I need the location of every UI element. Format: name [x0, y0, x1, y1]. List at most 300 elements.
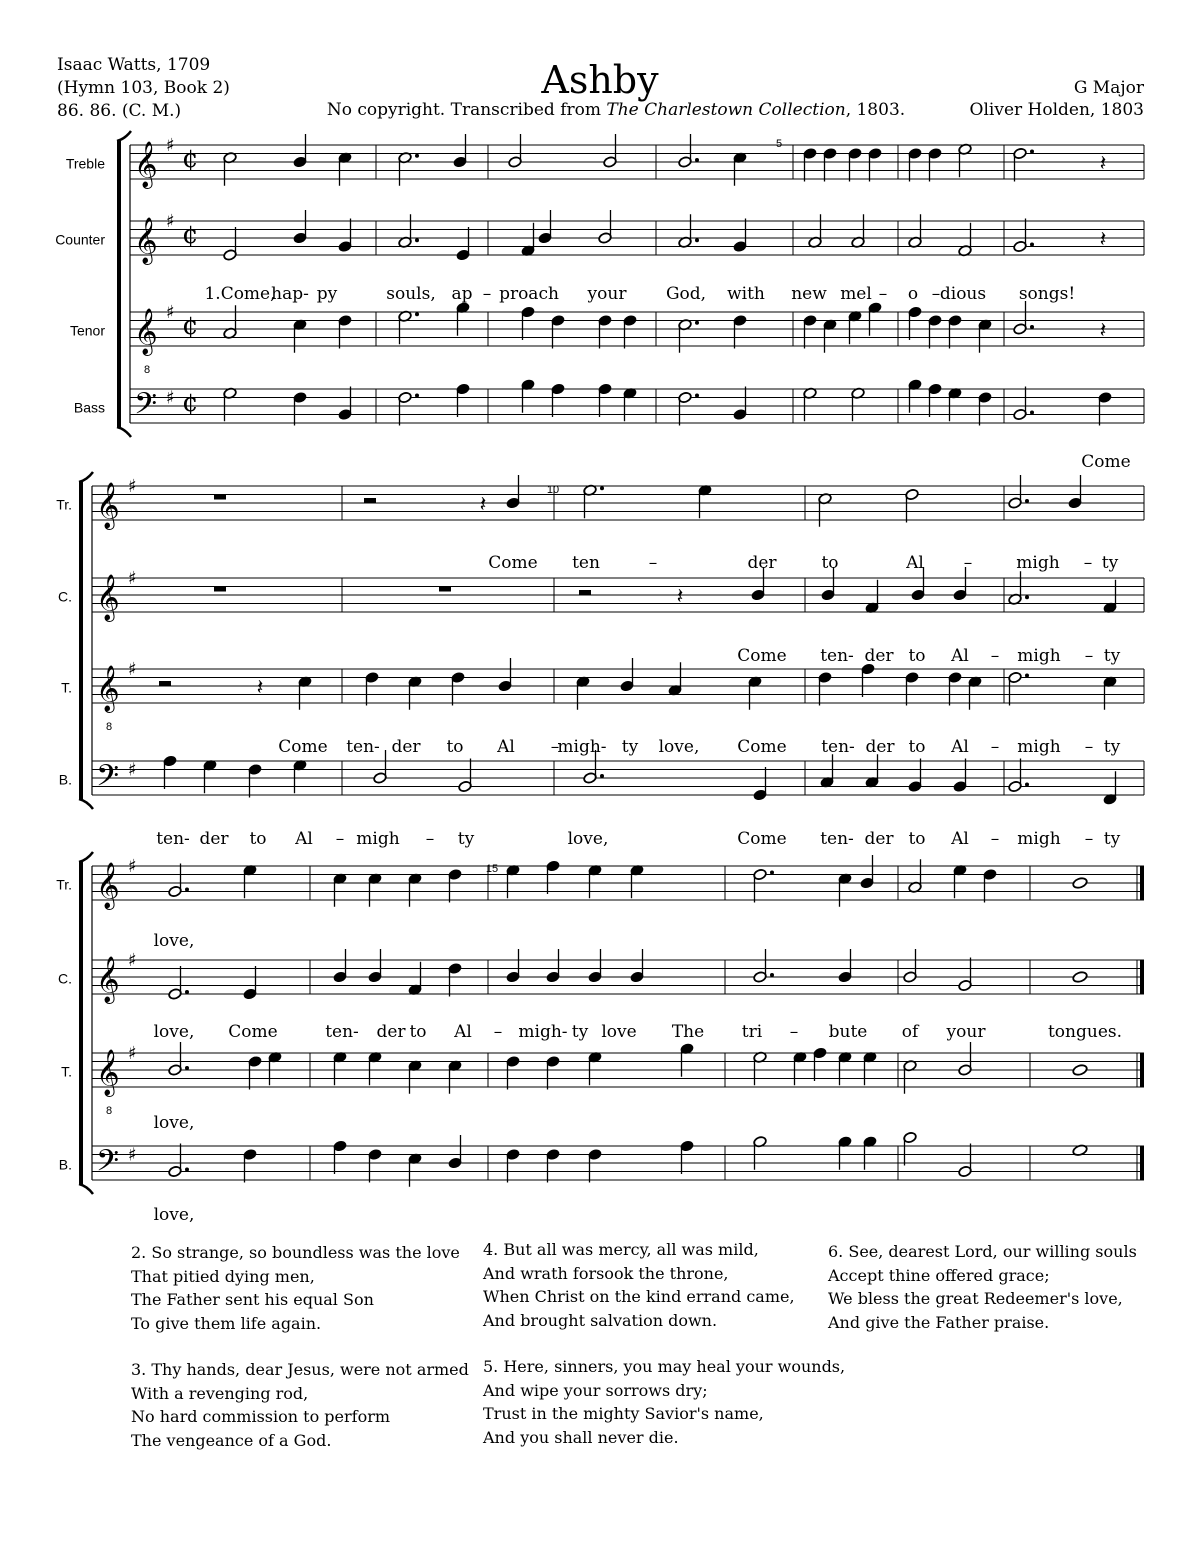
- q-note: [456, 383, 470, 417]
- lyric-syllable: ten: [572, 553, 600, 573]
- verse-line: To give them life again.: [131, 1313, 322, 1333]
- sharp-key-icon: ♯: [128, 950, 137, 971]
- lyric-syllable: ten-: [325, 1022, 359, 1042]
- q-note: [868, 302, 882, 336]
- dotted-half-note: [753, 949, 774, 983]
- sharp-key-icon: ♯: [128, 568, 137, 589]
- dotted-half-note: [398, 152, 419, 186]
- q-note: [453, 134, 467, 168]
- lyric-syllable: mel: [840, 284, 872, 304]
- q-note: [546, 1148, 560, 1182]
- q-note: [338, 314, 352, 348]
- q-note: [448, 1060, 462, 1094]
- lyric-syllable: migh-: [557, 737, 607, 757]
- note-dot: [695, 158, 699, 162]
- q-note: [733, 219, 747, 253]
- q-note: [546, 860, 560, 894]
- copyright-book: The Charlestown Collection: [606, 100, 846, 120]
- staff-name: Bass: [73, 399, 105, 416]
- q-note: [948, 314, 962, 348]
- sharp-key-icon: ♯: [128, 659, 137, 680]
- q-note: [546, 949, 560, 983]
- note-dot: [1030, 411, 1034, 415]
- q-note: [748, 676, 762, 710]
- q-note: [333, 873, 347, 907]
- q-note: [365, 671, 379, 705]
- verse-line: And you shall never die.: [483, 1427, 679, 1447]
- half-note: [958, 1144, 972, 1178]
- staff-name: T.: [61, 1063, 72, 1080]
- dotted-half-note: [168, 966, 189, 1000]
- q-note: [268, 1051, 282, 1085]
- lyric-syllable: songs!: [1018, 284, 1076, 304]
- half-note: [598, 210, 612, 244]
- q-note: [948, 671, 962, 705]
- staff-name: Tenor: [69, 322, 105, 339]
- q-note: [588, 864, 602, 898]
- lyric-syllable: –: [963, 553, 973, 573]
- lyric-syllable: ty: [571, 1022, 589, 1042]
- treble-clef-icon: 𝄞: [96, 482, 120, 529]
- system-bracket: [79, 482, 83, 799]
- q-note: [498, 658, 512, 692]
- bass-clef-icon: 𝄢: [96, 759, 120, 801]
- note-dot: [1025, 595, 1029, 599]
- q-note: [928, 383, 942, 417]
- q-note: [753, 767, 767, 801]
- q-note: [860, 855, 874, 889]
- lyric-syllable: love,: [567, 829, 609, 849]
- half-note: [753, 1051, 767, 1085]
- note-dot: [185, 990, 189, 994]
- half-note: [958, 1042, 972, 1076]
- q-note: [338, 387, 352, 421]
- q-note: [408, 676, 422, 710]
- half-note: [908, 859, 922, 893]
- q-note: [680, 1043, 694, 1077]
- lyric-syllable: to: [446, 737, 464, 757]
- note-dot: [185, 888, 189, 892]
- lyric-syllable: ty: [621, 737, 639, 757]
- q-note: [848, 310, 862, 344]
- octave-marker: 8: [106, 1105, 113, 1118]
- q-note: [630, 864, 644, 898]
- q-note: [820, 754, 834, 788]
- q-note: [1103, 771, 1117, 805]
- q-note: [698, 484, 712, 518]
- half-note: [753, 1136, 767, 1170]
- q-note: [803, 147, 817, 181]
- lyric-syllable: ten-: [156, 829, 190, 849]
- lyric-syllable: Come: [488, 553, 538, 573]
- note-dot: [1030, 325, 1034, 329]
- lyric-syllable: your: [587, 284, 627, 304]
- q-note: [953, 864, 967, 898]
- half-note: [818, 493, 832, 527]
- treble-clef-icon: 𝄞: [96, 862, 120, 909]
- bracket-bottom-hook: [79, 1184, 93, 1194]
- lyric-syllable: –: [1084, 737, 1094, 757]
- q-note: [818, 671, 832, 705]
- half-note: [903, 949, 917, 983]
- verse-line: That pitied dying men,: [131, 1266, 315, 1286]
- quarter-rest: 𝄽: [676, 584, 684, 610]
- note-dot: [415, 154, 419, 158]
- half-rest: [159, 681, 171, 686]
- verse-line: 2. So strange, so boundless was the love: [131, 1243, 460, 1262]
- half-note: [905, 488, 919, 522]
- lyric-syllable: love,: [153, 1022, 195, 1042]
- lyric-syllable: der: [864, 829, 894, 849]
- lyric-syllable: God,: [665, 284, 707, 304]
- note-dot: [1030, 243, 1034, 247]
- q-note: [908, 379, 922, 413]
- quarter-rest: 𝄽: [1099, 227, 1107, 253]
- note-dot: [1025, 674, 1029, 678]
- lyric-syllable: Come: [1081, 452, 1131, 472]
- lyric-syllable: souls,: [386, 284, 436, 304]
- lyric-syllable: tongues.: [1047, 1022, 1123, 1042]
- q-note: [865, 580, 879, 614]
- sharp-key-icon: ♯: [128, 1144, 137, 1166]
- lyric-syllable: to: [908, 737, 926, 757]
- lyric-syllable: –: [990, 646, 1000, 666]
- staff-name: Counter: [55, 231, 105, 248]
- note-head: [1072, 877, 1088, 890]
- measure-number: 10: [546, 484, 560, 496]
- q-note: [1098, 391, 1112, 425]
- q-note: [813, 1047, 827, 1081]
- lyric-syllable: –: [1084, 646, 1094, 666]
- q-note: [803, 314, 817, 348]
- q-note: [408, 873, 422, 907]
- half-rest: [364, 498, 376, 503]
- q-note: [448, 868, 462, 902]
- half-note: [803, 387, 817, 421]
- lyric-syllable: –: [789, 1022, 799, 1042]
- quarter-rest: 𝄽: [1099, 318, 1107, 344]
- lyric-syllable: Come: [737, 646, 787, 666]
- dotted-half-note: [1013, 387, 1034, 421]
- verse-line: And give the Father praise.: [828, 1312, 1050, 1332]
- lyric-syllable: –: [335, 829, 345, 849]
- half-note: [903, 1131, 917, 1165]
- q-note: [598, 314, 612, 348]
- q-note: [861, 663, 875, 697]
- staff: [58, 568, 1144, 622]
- q-note: [293, 134, 307, 168]
- q-note: [978, 319, 992, 353]
- note-dot: [1025, 499, 1029, 503]
- bracket-top-hook: [79, 472, 93, 482]
- dotted-half-note: [1008, 571, 1029, 605]
- lyric-syllable: py: [316, 284, 338, 304]
- note-dot: [695, 238, 699, 242]
- treble-clef-icon: 𝄞: [134, 217, 158, 264]
- q-note: [243, 864, 257, 898]
- q-note: [163, 755, 177, 789]
- sharp-key-icon: ♯: [166, 135, 175, 156]
- verse-line: Trust in the mighty Savior's name,: [483, 1404, 764, 1423]
- q-note: [823, 147, 837, 181]
- verse-line: No hard commission to perform: [131, 1407, 391, 1426]
- verse-3: [131, 1358, 469, 1452]
- half-note: [808, 214, 822, 248]
- lyric-syllable: ty: [1103, 646, 1121, 666]
- q-note: [620, 658, 634, 692]
- half-note: [458, 759, 472, 793]
- q-note: [333, 1140, 347, 1174]
- dotted-half-note: [168, 1042, 189, 1076]
- sharp-key-icon: ♯: [128, 856, 137, 877]
- verse-line: And wrath forsook the throne,: [483, 1263, 729, 1283]
- q-note: [551, 383, 565, 417]
- lyrics-s2-bass: [156, 829, 1120, 849]
- lyric-syllable: migh: [1017, 829, 1061, 849]
- verse-line: 6. See, dearest Lord, our willing souls: [828, 1242, 1137, 1261]
- q-note: [623, 314, 637, 348]
- q-note: [623, 387, 637, 421]
- q-note: [506, 1148, 520, 1182]
- verse-line: 5. Here, sinners, you may heal your wounds,: [483, 1357, 846, 1376]
- copyright-prefix: No copyright. Transcribed from: [326, 100, 607, 120]
- staff-name: T.: [61, 679, 72, 696]
- staff: [59, 760, 1144, 801]
- q-note: [338, 219, 352, 253]
- note-dot: [695, 321, 699, 325]
- staff-name: Treble: [65, 155, 105, 172]
- sharp-key-icon: ♯: [128, 1043, 137, 1064]
- dotted-half-note: [678, 319, 699, 353]
- q-note: [733, 314, 747, 348]
- lyric-syllable: Al: [951, 646, 969, 666]
- q-note: [293, 391, 307, 425]
- verse-column-1: [131, 1241, 469, 1475]
- q-note: [333, 949, 347, 983]
- lyric-syllable: Come: [278, 737, 328, 757]
- lyric-syllable: –: [990, 829, 1000, 849]
- note-head: [1072, 1064, 1088, 1077]
- lyric-syllable: ty: [1101, 553, 1119, 573]
- source-line: (Hymn 103, Book 2): [57, 78, 230, 98]
- q-note: [368, 949, 382, 983]
- q-note: [551, 314, 565, 348]
- q-note: [506, 864, 520, 898]
- staff: [56, 856, 1144, 910]
- lyric-syllable: –: [482, 284, 492, 304]
- lyric-syllable: hap-: [271, 284, 309, 304]
- q-note: [408, 962, 422, 996]
- dotted-half-note: [1013, 147, 1034, 181]
- lyric-syllable: der: [199, 829, 229, 849]
- whole-note: [1072, 877, 1088, 890]
- verse-2: [131, 1241, 469, 1335]
- final-barline-thick: [1140, 866, 1144, 900]
- half-note: [851, 214, 865, 248]
- half-note: [903, 1060, 917, 1094]
- lyric-syllable: dious: [939, 284, 987, 304]
- half-note: [223, 227, 237, 261]
- note-dot: [415, 238, 419, 242]
- verse-line: With a revenging rod,: [131, 1383, 309, 1403]
- q-note: [838, 1051, 852, 1085]
- q-note: [838, 949, 852, 983]
- q-note: [298, 676, 312, 710]
- quarter-rest: 𝄽: [479, 492, 487, 518]
- half-note: [958, 143, 972, 177]
- q-note: [908, 306, 922, 340]
- half-note: [908, 214, 922, 248]
- q-note: [448, 1135, 462, 1169]
- lyrics-s3-treble: [154, 931, 195, 951]
- q-note: [838, 1136, 852, 1170]
- half-note: [958, 223, 972, 257]
- lyric-syllable: Come: [737, 737, 787, 757]
- q-note: [506, 949, 520, 983]
- q-note: [333, 1051, 347, 1085]
- dotted-half-note: [168, 864, 189, 898]
- bass-clef-icon: 𝄢: [134, 387, 158, 429]
- q-note: [668, 662, 682, 696]
- half-note: [508, 134, 522, 168]
- q-note: [451, 671, 465, 705]
- lyric-syllable: der: [864, 646, 894, 666]
- q-note: [506, 1055, 520, 1089]
- lyric-syllable: ty: [1103, 829, 1121, 849]
- verse-line: 3. Thy hands, dear Jesus, were not armed: [131, 1360, 469, 1379]
- lyric-syllable: ty: [1103, 737, 1121, 757]
- dotted-half-note: [678, 134, 699, 168]
- lyric-syllable: Come: [737, 829, 787, 849]
- lyric-syllable: ten-: [820, 646, 854, 666]
- q-note: [680, 1140, 694, 1174]
- dotted-half-note: [583, 484, 604, 518]
- half-rest: [579, 590, 591, 595]
- note-dot: [770, 973, 774, 977]
- note-dot: [600, 486, 604, 490]
- lyric-syllable: to: [249, 829, 267, 849]
- note-dot: [770, 871, 774, 875]
- verse-line: When Christ on the kind errand came,: [483, 1287, 795, 1306]
- q-note: [908, 759, 922, 793]
- q-note: [630, 949, 644, 983]
- lyrics-s3-tenor: [154, 1113, 195, 1133]
- dotted-half-note: [753, 868, 774, 902]
- note-dot: [185, 1066, 189, 1070]
- key-signature-label: G Major: [1073, 78, 1144, 98]
- half-note: [958, 958, 972, 992]
- lyric-syllable: with: [727, 284, 765, 304]
- lyrics-s1-bass: [1081, 452, 1130, 472]
- q-note: [978, 391, 992, 425]
- q-note: [338, 152, 352, 186]
- q-note: [733, 152, 747, 186]
- lyric-syllable: der: [376, 1022, 406, 1042]
- staff: [70, 302, 1144, 376]
- note-dot: [1025, 783, 1029, 787]
- whole-rest: [439, 587, 451, 592]
- lyric-syllable: der: [865, 737, 895, 757]
- verse-6: [828, 1240, 1137, 1334]
- lyric-syllable: migh: [1017, 646, 1061, 666]
- q-note: [368, 1051, 382, 1085]
- copyright-suffix: , 1803.: [845, 100, 906, 120]
- lyric-syllable: –: [425, 829, 435, 849]
- lyric-syllable: love,: [153, 1205, 195, 1225]
- q-note: [588, 1148, 602, 1182]
- final-barline-thick: [1140, 960, 1144, 994]
- staff-name: C.: [58, 970, 72, 987]
- verse-column-2: [483, 1238, 845, 1472]
- q-note: [588, 1051, 602, 1085]
- note-dot: [415, 394, 419, 398]
- treble-clef-icon: 𝄞: [96, 1049, 120, 1096]
- lyric-syllable: ty: [457, 829, 475, 849]
- q-note: [793, 1051, 807, 1085]
- dotted-half-note: [678, 214, 699, 248]
- q-note: [408, 1153, 422, 1187]
- q-note: [905, 671, 919, 705]
- lyric-syllable: ap: [451, 284, 473, 304]
- note-dot: [1030, 150, 1034, 154]
- q-note: [448, 962, 462, 996]
- q-note: [908, 147, 922, 181]
- lyric-syllable: of: [901, 1022, 919, 1042]
- dotted-half-note: [1008, 759, 1029, 793]
- octave-marker: 8: [106, 721, 113, 734]
- staff-name: B.: [58, 1156, 72, 1173]
- q-note: [293, 319, 307, 353]
- q-note: [408, 1060, 422, 1094]
- q-note: [868, 147, 882, 181]
- lyric-syllable: to: [409, 1022, 427, 1042]
- verse-line: The vengeance of a God.: [131, 1430, 332, 1450]
- q-note: [983, 868, 997, 902]
- lyric-syllable: –: [493, 1022, 503, 1042]
- q-note: [521, 306, 535, 340]
- q-note: [838, 873, 852, 907]
- half-note: [851, 387, 865, 421]
- lyric-syllable: your: [946, 1022, 986, 1042]
- lyric-syllable: ten-: [820, 829, 854, 849]
- q-note: [293, 759, 307, 793]
- bracket-bottom-hook: [117, 427, 131, 437]
- cut-time-icon: ¢: [182, 220, 199, 251]
- verse-4: [483, 1238, 845, 1332]
- final-barline-thick: [1140, 1053, 1144, 1087]
- staff-name: Tr.: [56, 876, 72, 893]
- system-bracket: [117, 141, 121, 427]
- sharp-key-icon: ♯: [128, 476, 137, 497]
- lyric-syllable: Al: [906, 553, 924, 573]
- lyrics-s2-treble: [488, 553, 1118, 573]
- q-note: [1103, 580, 1117, 614]
- whole-note: [1072, 971, 1088, 984]
- cut-time-icon: ¢: [182, 144, 199, 175]
- half-note: [223, 152, 237, 186]
- lyric-syllable: –: [550, 737, 560, 757]
- q-note: [1068, 475, 1082, 509]
- lyric-syllable: to: [908, 646, 926, 666]
- lyric-syllable: Al: [295, 829, 313, 849]
- verse-line: And wipe your sorrows dry;: [483, 1380, 708, 1400]
- sharp-key-icon: ♯: [128, 759, 137, 781]
- sharp-key-icon: ♯: [166, 211, 175, 232]
- lyric-syllable: der: [391, 737, 421, 757]
- lyrics-s3-counter: [154, 1022, 1122, 1042]
- q-note: [456, 302, 470, 336]
- lyric-syllable: love,: [153, 931, 195, 951]
